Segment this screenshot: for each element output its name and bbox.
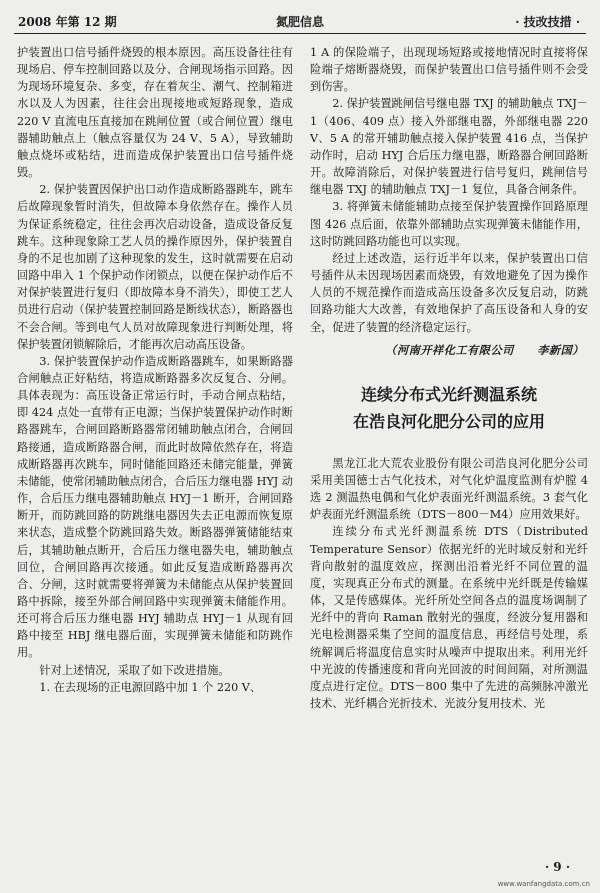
right-column — [310, 44, 588, 712]
left-column — [17, 44, 293, 696]
article-title — [310, 381, 588, 435]
paragraph: 3. 将弹簧未储能辅助点接至保护装置操作回路原理图 426 点后面，依靠外部辅助点实现弹簧未储能作用，这时防跳回路功能也可以实现。 — [310, 200, 588, 248]
running-header — [14, 11, 586, 34]
paragraph: 经过上述改造，运行近半年以来，保护装置出口信号插件从未因现场因素而烧毁，有效地避免了因为操作人员的不规范操作而造成高压设备多次反复启动，防跳回路功能大大改善，有效地保护了高压设备和人身的安全，促进了装置的经济稳定运行。 — [310, 251, 588, 334]
paragraph: 2. 保护装置因保护出口动作造成断路器跳车，跳车后故障现象暂时消失，但故障本身依然存在。操作人员为保证系统稳定，往往会再次启动设备，造成设备反复跳车。这种现象除工艺人员的操作原因外，保护装置自身的不足也加剧了这种现象的发生，这时就需要在启动回路中串入 1 个保护动作闭锁点，以便在保护动作后不对保护装置进行复归（即故障本身不消失），即使工艺人员进行启动（保护装置控制回路是断线状态），断路器也不会合闸。等到电气人员对故障现象进行判断处理，将保护装置闭锁解除后，才能再次启动高压设备。 — [17, 183, 293, 351]
paragraph: 针对上述情况，采取了如下改进措施。 — [39, 663, 230, 677]
paragraph: 3. 保护装置保护动作造成断路器跳车，如果断路器合闸触点正好粘结，将造成断路器多次反复合、分闸。具体表现为：高压设备正常运行时，手动合闸点粘结，即 424 点处一直带有正电源；当保护装置保护动作时断路器跳车，合闸回路断路器常闭辅助触点闭合，合闸回路接通，造成断路器合闸，而此时故障依然存在，将造成断路器再次跳车，同时储能回路还未储完能量，弹簧未储能，使常闭辅助触点闭合，合后压力继电器 HYJ 动作，合后压力继电器辅助触点 HYJ－1 断开，合闸回路断开，而防跳回路的防跳继电器因失去正电源而恢复原来状态，造成整个防跳回路失效。断路器弹簧储能结束后，其辅助触点断开，合后压力继电器失电，辅助触点回位，合闸回路再次接通。如此反复造成断路器再次合、分闸，这时就需要将弹簧为未储能点从保护装置回路中拆除，接至外部合闸回路中实现弹簧未储能作用。还可将合后压力继电器 HYJ 辅助点 HYJ－1 从现有回路中接至 HBJ 继电器后面，实现弹簧未储能和防跳作用。 — [17, 354, 293, 660]
paragraph: 1 A 的保险端子，出现现场短路或接地情况时直接将保险端子熔断器烧毁，而保护装置出口信号插件则不会受到伤害。 — [310, 46, 588, 94]
paragraph: 1. 在去现场的正电源回路中加 1 个 220 V、 — [39, 680, 262, 694]
author-credit: （河南开祥化工有限公司 李新国） — [385, 342, 584, 357]
issue-label: 2008 年第 12 期 — [18, 15, 117, 29]
section-label: · 技改技措 · — [515, 15, 580, 29]
paragraph: 黑龙江北大荒农业股份有限公司浩良河化肥分公司采用美国德士古气化技术，对气化炉温度监测有炉膛 4 选 2 测温热电偶和气化炉表面光纤测温系统。3 套气化炉表面光纤测温系统（DTS－800－M4）应用效果好。 — [310, 456, 588, 522]
paragraph: 护装置出口信号插件烧毁的根本原因。高压设备往往有现场启、停车控制回路以及分、合闸现场指示回路。因为现场环境复杂、多变，存在着灰尘、潮气、控制箱进水以及人为因素，往往会出现接地或短路现象，造成 220 V 直流电压直接加在跳闸位置（或合闸位置）继电器辅助触点上（触点容量仅为 24 V、5 A），导致辅助触点烧坏或粘结，进而造成保护装置出口信号插件烧毁。 — [17, 46, 293, 180]
watermark: www.wanfangdata.com.cn — [497, 880, 590, 888]
paragraph: 2. 保护装置跳闸信号继电器 TXJ 的辅助触点 TXJ－1（406、409 点）接入外部继电器，外部继电器 220 V、5 A 的常开辅助触点接入保护装置 416 点，当保护动作时，启动 HYJ 合后压力继电器，断路器合闸回路断开。故障消除后，对保护装置进行信号复归，跳闸信号继电器 TXJ 的辅助触点 TXJ－1 复位，具备合闸条件。 — [310, 97, 588, 197]
article-title-line-2: 在浩良河化肥分公司的应用 — [352, 411, 545, 431]
page-number: · 9 · — [544, 860, 570, 874]
journal-name: 氮肥信息 — [275, 15, 324, 29]
paragraph: 连续分布式光纤测温系统 DTS（Distributed Temperature Sensor）依据光纤的光时域反射和光纤背向散射的温度效应，探测出沿着光纤不同位置的温度，实现真正分布式的测量。在系统中光纤既是传输媒体，又是传感媒体。光纤所处空间各点的温度场调制了光纤中的背向 Raman 散射光的强度，经波分复用器和光电检测器采集了空间的温度信息，再经信号处理，系统解调后将温度信息实时从噪声中提取出来。利用光纤中光波的传播速度和背向光回波的时间间隔，对所测温度点进行定位。DTS－800 集中了先进的高频脉冲激光技术、光纤耦合光折技术、光波分复用技术、光 — [310, 525, 588, 710]
article-title-line-1: 连续分布式光纤测温系统 — [360, 384, 537, 404]
